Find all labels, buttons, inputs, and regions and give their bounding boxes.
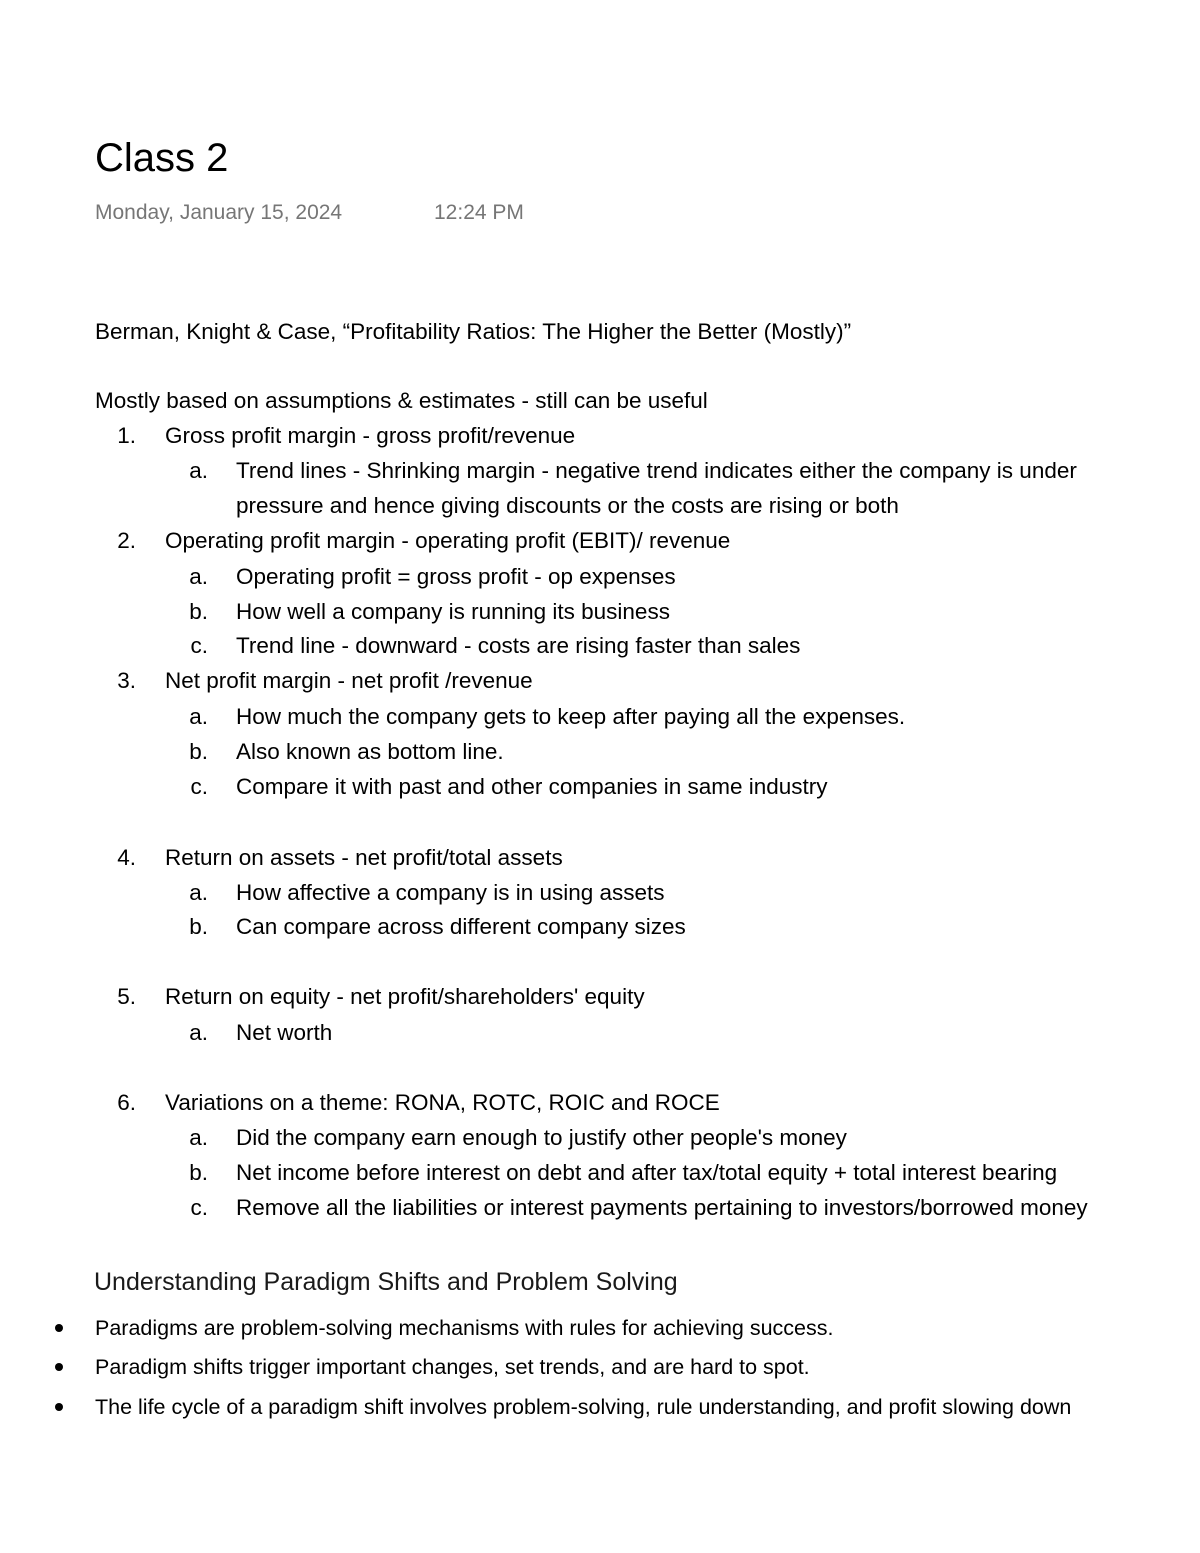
sub-item: How much the company gets to keep after paying all the expenses. (236, 704, 906, 729)
list-item: Return on assets - net profit/total assets (165, 845, 563, 870)
bullet-dot-icon (55, 1363, 63, 1371)
sub-item: Operating profit = gross profit - op expenses (236, 564, 676, 589)
sub-item: Compare it with past and other companies in same industry (236, 774, 828, 799)
list-item: Variations on a theme: RONA, ROTC, ROIC and ROCE (165, 1090, 720, 1115)
list-item: Operating profit margin - operating profit (EBIT)/ revenue (165, 528, 731, 553)
summary-bullet: Paradigm shifts trigger important changes, set trends, and are hard to spot. (95, 1355, 810, 1379)
list-item: Return on equity - net profit/shareholders' equity (165, 984, 645, 1009)
sub-item: Trend lines - Shrinking margin - negative trend indicates either the company is under (236, 458, 1077, 483)
sub-letter: b. (189, 739, 208, 764)
sub-letter: b. (189, 914, 208, 939)
note-time: 12:24 PM (434, 201, 524, 224)
sub-letter: a. (189, 880, 208, 905)
sub-letter: b. (189, 1160, 208, 1185)
list-number: 1. (117, 423, 136, 448)
bullet-dot-icon (55, 1324, 63, 1332)
sub-item: Can compare across different company sizes (236, 914, 686, 939)
list-number: 2. (117, 528, 136, 553)
sub-item: Net worth (236, 1020, 333, 1045)
sub-letter: a. (189, 1125, 208, 1150)
sub-item: Remove all the liabilities or interest payments pertaining to investors/borrowed money (236, 1195, 1088, 1220)
bullet-dot-icon (55, 1403, 63, 1411)
sub-item: Trend line - downward - costs are rising faster than sales (236, 633, 801, 658)
sub-letter: a. (189, 458, 208, 483)
sub-letter: a. (189, 564, 208, 589)
summary-bullet: The life cycle of a paradigm shift involves problem-solving, rule understanding, and profit slowing down (95, 1395, 1072, 1419)
note-date: Monday, January 15, 2024 (95, 201, 343, 224)
sub-item: Also known as bottom line. (236, 739, 504, 764)
list-number: 6. (117, 1090, 136, 1115)
sub-letter: c. (190, 633, 208, 658)
sub-letter: a. (189, 704, 208, 729)
sub-letter: b. (189, 599, 208, 624)
sub-letter: c. (190, 1195, 208, 1220)
intro-text: Mostly based on assumptions & estimates - still can be useful (95, 388, 708, 413)
sub-item: Did the company earn enough to justify other people's money (236, 1125, 847, 1150)
sub-item: How well a company is running its business (236, 599, 670, 624)
list-number: 5. (117, 984, 136, 1009)
summary-heading: Understanding Paradigm Shifts and Problem Solving (94, 1268, 678, 1296)
list-item: Gross profit margin - gross profit/revenue (165, 423, 576, 448)
sub-item: Net income before interest on debt and after tax/total equity + total interest bearing (236, 1160, 1058, 1185)
sub-item: How affective a company is in using assets (236, 880, 665, 905)
list-number: 4. (117, 845, 136, 870)
summary-bullet: Paradigms are problem-solving mechanisms with rules for achieving success. (95, 1316, 834, 1340)
list-number: 3. (117, 668, 136, 693)
page-title: Class 2 (95, 136, 229, 180)
sub-item-continuation: pressure and hence giving discounts or the costs are rising or both (236, 493, 899, 518)
sub-letter: c. (190, 774, 208, 799)
citation: Berman, Knight & Case, “Profitability Ratios: The Higher the Better (Mostly)” (95, 319, 852, 344)
sub-letter: a. (189, 1020, 208, 1045)
list-item: Net profit margin - net profit /revenue (165, 668, 533, 693)
